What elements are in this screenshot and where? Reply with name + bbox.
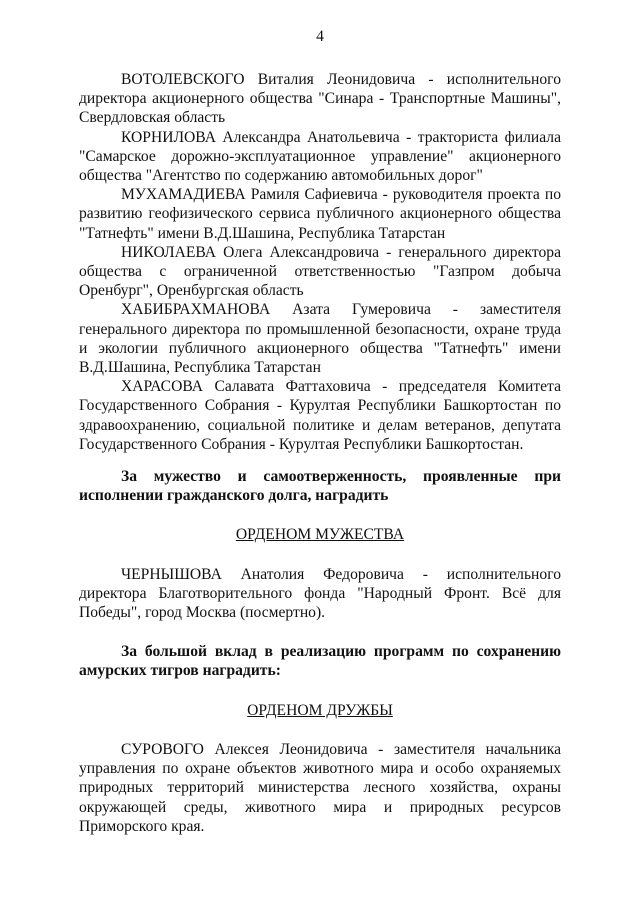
awardee-paragraph: МУХАМАДИЕВА Рамиля Сафиевича - руководителя проекта по развитию геофизического сервиса публичного акционерного общества "Татнефть" имени В.Д.Шашина, Республика Татарстан [79,186,561,242]
award-intro-courage: За мужество и самоотверженность, проявленные при исполнении гражданского долга, наградить [79,468,561,505]
awardee-paragraph: КОРНИЛОВА Александра Анатольевича - тракториста филиала "Самарское дорожно-эксплуатационное управление" акционерного общества "Агентство по содержанию автомобильных дорог" [79,128,561,185]
awardee-paragraph: ХАРАСОВА Салавата Фаттаховича - председателя Комитета Государственного Собрания - Курултая Республики Башкортостан по здравоохранению, социальной политике и делам ветеранов, депутата Государственного Собрания - Курултая Республики Башкортостан. [79,378,561,453]
awardee-paragraph: ВОТОЛЕВСКОГО Виталия Леонидовича - исполнительного директора акционерного общества "Синара - Транспортные Машины", Свердловская область [79,71,561,127]
awardee-paragraph: НИКОЛАЕВА Олега Александровича - генерального директора общества с ограниченной ответственностью "Газпром добыча Оренбург", Оренбургская область [79,243,561,300]
awardee-paragraph-friendship: СУРОВОГО Алексея Леонидовича - заместителя начальника управления по охране объектов животного мира и особо охраняемых природных территорий министерства лесного хозяйства, охраны окружающей среды, животного мира и природных ресурсов Приморского края. [79,740,561,835]
page-number: 4 [316,28,324,45]
order-heading-friendship: ОРДЕНОМ ДРУЖБЫ [247,701,393,719]
awardee-paragraph-courage: ЧЕРНЫШОВА Анатолия Федоровича - исполнительного директора Благотворительного фонда "Народный Фронт. Всё для Победы", город Москва (посмертно). [79,565,561,622]
document-body [79,70,561,836]
awardee-paragraph: ХАБИБРАХМАНОВА Азата Гумеровича - заместителя генерального директора по промышленной безопасности, охране труда и экологии публичного акционерного общества "Татнефть" имени В.Д.Шашина, Республика Татарстан [79,301,561,377]
order-heading-courage: ОРДЕНОМ МУЖЕСТВА [235,526,405,544]
award-intro-friendship: За большой вклад в реализацию программ по сохранению амурских тигров наградить: [79,643,561,680]
